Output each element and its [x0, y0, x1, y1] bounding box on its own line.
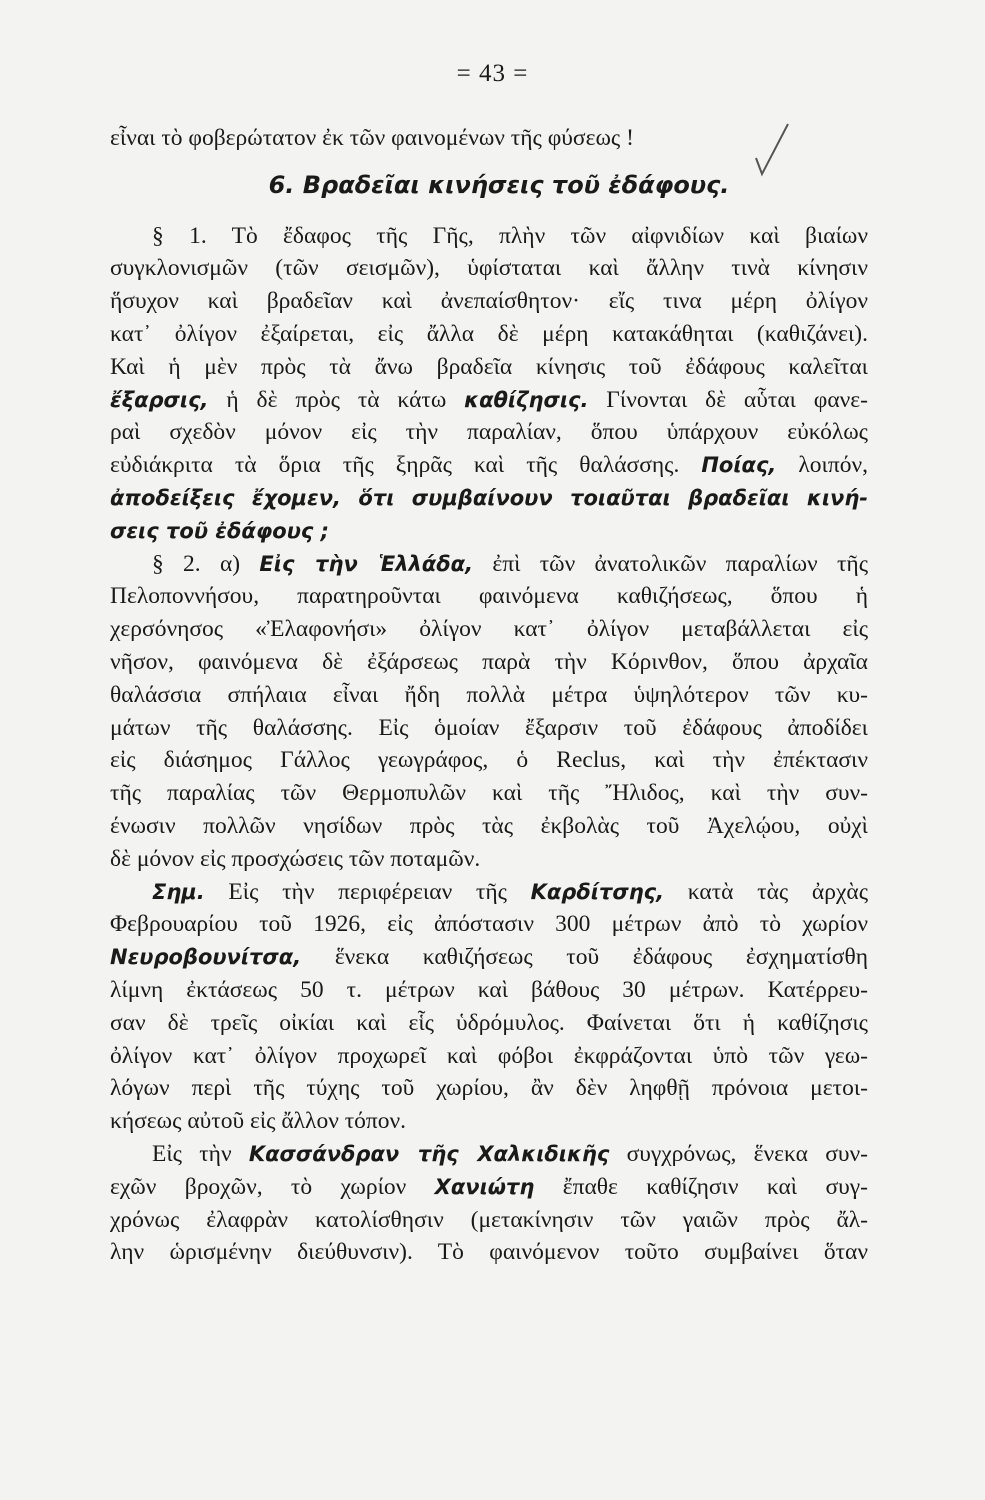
text-line: [110, 1171, 868, 1204]
text-line: [110, 449, 868, 482]
term-kathizisis: καθίζησις.: [464, 387, 589, 412]
text-line: μάτων τῆς θαλάσσης. Εἰς ὁμοίαν ἔξαρσιν τοῦ ἐδάφους ἀποδίδει: [110, 714, 868, 741]
place-chaniotis: Χανιώτη: [434, 1174, 535, 1199]
body-text: [110, 122, 868, 1269]
text-fragment: Γίνονται δὲ αὗται φανε-: [588, 386, 868, 413]
question-line: σεις τοῦ ἐδάφους ;: [110, 518, 330, 543]
text-line: [110, 548, 868, 581]
page-number: = 43 =: [456, 60, 529, 87]
question-emphasis: Ποίας,: [701, 453, 777, 478]
text-line: χρόνως ἐλαφρὰν κατολίσθησιν (μετακίνησιν τῶν γαιῶν πρὸς ἄλ-: [110, 1206, 868, 1233]
note-label: Σημ.: [152, 879, 205, 904]
section-heading: 6. Βραδεῖαι κινήσεις τοῦ ἐδάφους.: [268, 170, 730, 199]
text-line: [110, 941, 868, 974]
text-line: Καὶ ἡ μὲν πρὸς τὰ ἄνω βραδεῖα κίνησις τοῦ ἐδάφους καλεῖται: [110, 353, 868, 380]
question-line: ἀποδείξεις ἔχομεν, ὅτι συμβαίνουν τοιαῦται βραδεῖαι κινή-: [110, 485, 868, 510]
text-line: χερσόνησος «Ἐλαφονήσι» ὀλίγον κατ᾿ ὀλίγον μεταβάλλεται εἰς: [110, 616, 868, 643]
text-fragment: κατὰ τὰς ἀρχὰς: [664, 878, 868, 905]
text-line: ραὶ σχεδὸν μόνον εἰς τὴν παραλίαν, ὅπου ὑπάρχουν εὐκόλως: [110, 419, 868, 446]
text-fragment: Εἰς τὴν περιφέρειαν τῆς: [204, 878, 531, 905]
text-line: σαν δὲ τρεῖς οἰκίαι καὶ εἷς ὑδρόμυλος. Φαίνεται ὅτι ἡ καθίζησις: [110, 1009, 868, 1036]
text-line: ένωσιν πολλῶν νησίδων πρὸς τὰς ἐκβολὰς τοῦ Ἀχελῴου, οὐχὶ: [110, 812, 868, 839]
text-line: δὲ μόνον εἰς προσχώσεις τῶν ποταμῶν.: [110, 845, 481, 872]
place-kassandra: Κασσάνδραν τῆς Χαλκιδικῆς: [248, 1141, 610, 1166]
text-line: ἥσυχον καὶ βραδεῖαν καὶ ἀνεπαίσθητον· εἴς τινα μέρη ὀλίγον: [110, 288, 868, 315]
place-nevrovounitsa: Νευροβουνίτσα,: [110, 945, 302, 970]
text-line: λίμνη ἐκτάσεως 50 τ. μέτρων καὶ βάθους 30 μέτρων. Κατέρρευ-: [110, 976, 868, 1003]
text-fragment: ἔπαθε καθίζησιν καὶ συγ-: [534, 1173, 868, 1200]
text-line: εἶναι τὸ φοβερώτατον ἐκ τῶν φαινομένων τῆς φύσεως !: [110, 125, 634, 151]
text-line: [110, 876, 868, 909]
text-line: λόγων περὶ τῆς τύχης τοῦ χωρίου, ἂν δὲν ληφθῇ πρόνοια μετοι-: [110, 1075, 868, 1102]
text-fragment: εὐδιάκριτα τὰ ὅρια τῆς ξηρᾶς καὶ τῆς θαλάσσης.: [110, 452, 702, 479]
text-line: [110, 384, 868, 417]
text-line: τῆς παραλίας τῶν Θερμοπυλῶν καὶ τῆς Ἤλιδος, καὶ τὴν συν-: [110, 780, 868, 807]
text-line: θαλάσσια σπήλαια εἶναι ἤδη πολλὰ μέτρα ὑψηλότερον τῶν κυ-: [110, 681, 868, 708]
text-fragment: εχῶν βροχῶν, τὸ χωρίον: [110, 1173, 435, 1200]
text-line: λην ὡρισμένην διεύθυνσιν). Τὸ φαινόμενον τοῦτο συμβαίνει ὅταν: [110, 1239, 868, 1266]
text-line: § 1. Τὸ ἔδαφος τῆς Γῆς, πλὴν τῶν αἰφνιδίων καὶ βιαίων: [152, 222, 868, 249]
term-greece: Εἰς τὴν Ἑλλάδα,: [259, 551, 474, 576]
text-line: κήσεως αὐτοῦ εἰς ἄλλον τόπον.: [110, 1108, 406, 1135]
text-fragment: ἕνεκα καθιζήσεως τοῦ ἐδάφους ἐσχηματίσθη: [301, 944, 868, 971]
text-fragment: λοιπόν,: [776, 452, 868, 479]
text-fragment: ἐπὶ τῶν ἀνατολικῶν παραλίων τῆς: [473, 550, 869, 577]
text-fragment: § 2. α): [152, 550, 260, 577]
text-line: νῆσον, φαινόμενα δὲ ἐξάρσεως παρὰ τὴν Κόρινθον, ὅπου ἀρχαῖα: [110, 648, 868, 675]
text-fragment: συγχρόνως, ἕνεκα συν-: [609, 1140, 869, 1167]
place-karditsa: Καρδίτσης,: [530, 879, 665, 904]
text-line: [110, 1138, 868, 1171]
text-line: εἰς διάσημος Γάλλος γεωγράφος, ὁ Reclus, καὶ τὴν ἐπέκτασιν: [110, 747, 868, 774]
term-exarsis: ἔξαρσις,: [110, 387, 209, 412]
text-line: κατ᾿ ὀλίγον ἐξαίρεται, εἰς ἄλλα δὲ μέρη κατακάθηται (καθιζάνει).: [110, 320, 868, 347]
text-fragment: ἡ δὲ πρὸς τὰ κάτω: [208, 386, 465, 413]
text-line: συγκλονισμῶν (τῶν σεισμῶν), ὑφίσταται καὶ ἄλλην τινὰ κίνησιν: [110, 255, 868, 282]
text-line: Φεβρουαρίου τοῦ 1926, εἰς ἀπόστασιν 300 μέτρων ἀπὸ τὸ χωρίον: [110, 911, 868, 938]
text-fragment: Εἰς τὴν: [152, 1140, 249, 1167]
text-line: Πελοποννήσου, παρατηροῦνται φαινόμενα καθιζήσεως, ὅπου ἡ: [110, 583, 868, 610]
text-line: ὀλίγον κατ᾿ ὀλίγον προχωρεῖ καὶ φόβοι ἐκφράζονται ὑπὸ τῶν γεω-: [110, 1042, 868, 1069]
